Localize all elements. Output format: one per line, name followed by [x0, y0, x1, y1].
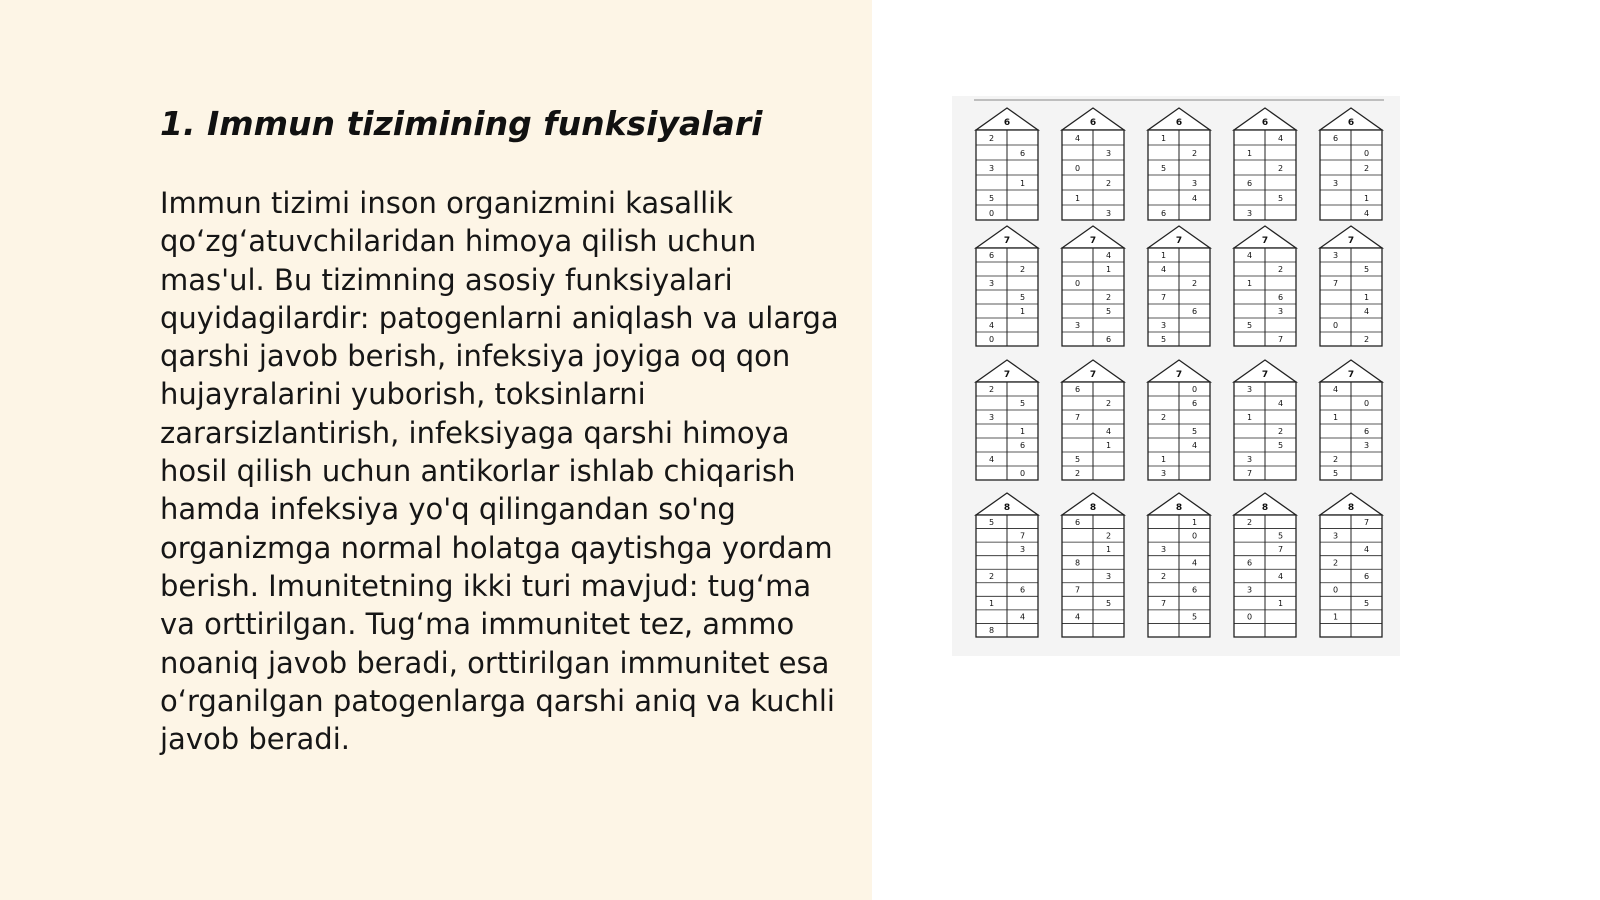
house-cell-number: 6: [1363, 571, 1370, 581]
house-cell-number: 2: [988, 571, 995, 581]
house-cell-number: 3: [1246, 208, 1253, 218]
house-cell-number: 4: [1363, 208, 1370, 218]
house-cell-number: 5: [1191, 612, 1198, 622]
house-cell-number: 0: [1363, 148, 1370, 158]
house-cell-number: 4: [1191, 193, 1198, 203]
house-cell-number: 0: [1074, 163, 1081, 173]
house-cell-number: 2: [1277, 163, 1284, 173]
house-cell-number: 1: [1246, 413, 1253, 423]
number-house: [976, 108, 1038, 220]
house-cell-number: 7: [1277, 544, 1284, 554]
house-roof-number: 8: [1261, 503, 1269, 513]
house-cell-number: 7: [1363, 517, 1370, 527]
house-cell-number: 5: [1191, 427, 1198, 437]
house-cell-number: 4: [1363, 544, 1370, 554]
house-cell-number: 3: [1105, 208, 1112, 218]
number-houses-worksheet-image: [952, 96, 1400, 656]
house-cell-number: 4: [1074, 133, 1081, 143]
house-cell-number: 3: [1191, 178, 1198, 188]
house-cell-number: 3: [988, 163, 995, 173]
house-cell-number: 5: [1019, 399, 1026, 409]
number-house: [1234, 108, 1296, 220]
house-cell-number: 2: [1160, 571, 1167, 581]
house-cell-number: 7: [1160, 293, 1167, 303]
house-cell-number: 2: [1332, 455, 1339, 465]
house-cell-number: 6: [988, 251, 995, 261]
house-cell-number: 2: [1105, 399, 1112, 409]
number-house: [976, 493, 1038, 637]
house-cell-number: 1: [988, 599, 995, 609]
house-roof-number: 7: [1175, 236, 1183, 246]
house-roof-number: 6: [1089, 118, 1097, 128]
house-cell-number: 6: [1074, 517, 1081, 527]
house-cell-number: 3: [1246, 585, 1253, 595]
house-cell-number: 2: [1019, 265, 1026, 275]
house-cell-number: 6: [1160, 208, 1167, 218]
house-cell-number: 5: [1363, 265, 1370, 275]
house-cell-number: 2: [1105, 531, 1112, 541]
number-house: [1320, 493, 1382, 637]
house-cell-number: 2: [1191, 148, 1198, 158]
number-house: [1062, 226, 1124, 346]
house-roof-number: 6: [1261, 118, 1269, 128]
house-cell-number: 3: [1246, 385, 1253, 395]
number-house: [1148, 108, 1210, 220]
house-cell-number: 3: [1332, 531, 1339, 541]
house-cell-number: 0: [1332, 321, 1339, 331]
house-cell-number: 4: [1246, 251, 1253, 261]
house-cell-number: 1: [1019, 178, 1026, 188]
house-cell-number: 3: [1332, 251, 1339, 261]
house-cell-number: 4: [988, 321, 995, 331]
house-cell-number: 1: [1105, 544, 1112, 554]
house-cell-number: 2: [1332, 558, 1339, 568]
house-roof-number: 7: [1261, 370, 1269, 380]
house-cell-number: 0: [1363, 399, 1370, 409]
house-cell-number: 3: [1074, 321, 1081, 331]
house-roof-number: 7: [1003, 370, 1011, 380]
house-cell-number: 2: [1246, 517, 1253, 527]
house-cell-number: 2: [1105, 178, 1112, 188]
house-cell-number: 2: [1277, 427, 1284, 437]
house-roof-number: 6: [1175, 118, 1183, 128]
house-cell-number: 4: [988, 455, 995, 465]
number-house: [1062, 360, 1124, 480]
house-cell-number: 4: [1160, 265, 1167, 275]
house-cell-number: 5: [1105, 307, 1112, 317]
house-cell-number: 7: [1019, 531, 1026, 541]
house-cell-number: 6: [1019, 441, 1026, 451]
house-cell-number: 2: [1363, 163, 1370, 173]
house-cell-number: 6: [1019, 585, 1026, 595]
house-cell-number: 6: [1191, 307, 1198, 317]
house-cell-number: 1: [1160, 133, 1167, 143]
house-cell-number: 5: [1019, 293, 1026, 303]
house-cell-number: 0: [1074, 279, 1081, 289]
house-cell-number: 1: [1363, 193, 1370, 203]
house-cell-number: 2: [988, 133, 995, 143]
house-cell-number: 5: [1277, 441, 1284, 451]
house-cell-number: 6: [1019, 148, 1026, 158]
slide-title: 1. Immun tizimining funksiyalari: [160, 104, 763, 143]
house-roof-number: 6: [1003, 118, 1011, 128]
house-cell-number: 2: [1160, 413, 1167, 423]
house-cell-number: 4: [1191, 441, 1198, 451]
house-cell-number: 6: [1105, 335, 1112, 345]
house-cell-number: 7: [1277, 335, 1284, 345]
house-cell-number: 5: [1074, 455, 1081, 465]
house-cell-number: 0: [988, 208, 995, 218]
house-cell-number: 4: [1277, 399, 1284, 409]
house-cell-number: 7: [1160, 599, 1167, 609]
number-house: [1234, 226, 1296, 346]
house-cell-number: 2: [988, 385, 995, 395]
house-roof-number: 8: [1347, 503, 1355, 513]
house-roof-number: 6: [1347, 118, 1355, 128]
house-cell-number: 5: [1160, 163, 1167, 173]
house-roof-number: 7: [1347, 370, 1355, 380]
house-cell-number: 5: [988, 517, 995, 527]
house-cell-number: 3: [1332, 178, 1339, 188]
house-cell-number: 6: [1332, 133, 1339, 143]
house-roof-number: 8: [1089, 503, 1097, 513]
house-roof-number: 8: [1003, 503, 1011, 513]
house-cell-number: 5: [1246, 321, 1253, 331]
house-cell-number: 4: [1191, 558, 1198, 568]
house-cell-number: 1: [1019, 427, 1026, 437]
house-cell-number: 1: [1105, 441, 1112, 451]
number-house: [1234, 360, 1296, 480]
house-cell-number: 6: [1191, 585, 1198, 595]
house-roof-number: 7: [1089, 236, 1097, 246]
number-house: [1148, 360, 1210, 480]
house-cell-number: 6: [1246, 178, 1253, 188]
house-cell-number: 1: [1246, 148, 1253, 158]
house-cell-number: 5: [1105, 599, 1112, 609]
house-cell-number: 5: [988, 193, 995, 203]
number-house: [1320, 226, 1382, 346]
house-cell-number: 3: [1019, 544, 1026, 554]
house-cell-number: 3: [1246, 455, 1253, 465]
house-cell-number: 7: [1074, 585, 1081, 595]
house-cell-number: 5: [1363, 599, 1370, 609]
house-cell-number: 4: [1277, 133, 1284, 143]
house-cell-number: 7: [1246, 469, 1253, 479]
house-cell-number: 0: [988, 335, 995, 345]
house-cell-number: 4: [1105, 427, 1112, 437]
house-roof-number: 7: [1003, 236, 1011, 246]
house-cell-number: 4: [1277, 571, 1284, 581]
number-house: [1062, 108, 1124, 220]
house-cell-number: 6: [1363, 427, 1370, 437]
house-cell-number: 4: [1074, 612, 1081, 622]
house-cell-number: 1: [1019, 307, 1026, 317]
number-house: [1234, 493, 1296, 637]
house-cell-number: 6: [1277, 293, 1284, 303]
house-roof-number: 8: [1175, 503, 1183, 513]
house-cell-number: 5: [1332, 469, 1339, 479]
number-house: [1320, 108, 1382, 220]
house-cell-number: 4: [1332, 385, 1339, 395]
houses-drawing: [952, 96, 1400, 656]
house-cell-number: 6: [1246, 558, 1253, 568]
number-house: [1320, 360, 1382, 480]
house-cell-number: 3: [988, 413, 995, 423]
house-roof-number: 7: [1347, 236, 1355, 246]
house-cell-number: 1: [1160, 251, 1167, 261]
number-house: [1062, 493, 1124, 637]
house-roof-number: 7: [1175, 370, 1183, 380]
house-cell-number: 6: [1191, 399, 1198, 409]
house-cell-number: 2: [1277, 265, 1284, 275]
house-cell-number: 0: [1191, 385, 1198, 395]
number-house: [1148, 493, 1210, 637]
house-cell-number: 5: [1160, 335, 1167, 345]
house-cell-number: 1: [1277, 599, 1284, 609]
number-house: [976, 226, 1038, 346]
house-cell-number: 4: [1363, 307, 1370, 317]
house-cell-number: 2: [1105, 293, 1112, 303]
house-cell-number: 1: [1246, 279, 1253, 289]
house-cell-number: 2: [1363, 335, 1370, 345]
house-cell-number: 3: [1160, 321, 1167, 331]
house-cell-number: 5: [1277, 531, 1284, 541]
house-cell-number: 1: [1191, 517, 1198, 527]
house-cell-number: 3: [1105, 148, 1112, 158]
house-cell-number: 0: [1246, 612, 1253, 622]
house-cell-number: 1: [1160, 455, 1167, 465]
house-cell-number: 1: [1363, 293, 1370, 303]
house-cell-number: 6: [1074, 385, 1081, 395]
house-cell-number: 8: [1074, 558, 1081, 568]
house-cell-number: 1: [1074, 193, 1081, 203]
house-cell-number: 2: [1074, 469, 1081, 479]
house-cell-number: 1: [1332, 413, 1339, 423]
house-cell-number: 4: [1105, 251, 1112, 261]
number-house: [976, 360, 1038, 480]
house-cell-number: 3: [1363, 441, 1370, 451]
slide-body-text: Immun tizimi inson organizmini kasallik qo‘zg‘atuvchilaridan himoya qilish uchun mas'ul. Bu tizimning asosiy funksiyalari quyidagilardir: patogenlarni aniqlash va ularga qarshi javob berish, infeksiya joyiga oq qon hujayralarini yuborish, toksinlarni zararsizlantirish, infeksiyaga qarshi himoya hosil qilish uchun antikorlar ishlab chiqarish hamda infeksiya yo'q qilingandan so'ng organizmga normal holatga qaytishga yordam berish. Imunitetning ikki turi mavjud: tug‘ma va orttirilgan. Tug‘ma immunitet tez, ammo noaniq javob beradi, orttirilgan immunitet esa o‘rganilgan patogenlarga qarshi aniq va kuchli javob beradi.: [160, 186, 839, 757]
house-cell-number: 2: [1191, 279, 1198, 289]
house-cell-number: 3: [1160, 544, 1167, 554]
house-cell-number: 3: [1160, 469, 1167, 479]
house-cell-number: 7: [1074, 413, 1081, 423]
house-cell-number: 0: [1191, 531, 1198, 541]
house-cell-number: 0: [1019, 469, 1026, 479]
number-house: [1148, 226, 1210, 346]
house-cell-number: 8: [988, 626, 995, 636]
house-cell-number: 3: [1277, 307, 1284, 317]
house-cell-number: 4: [1019, 612, 1026, 622]
house-roof-number: 7: [1089, 370, 1097, 380]
house-cell-number: 7: [1332, 279, 1339, 289]
house-cell-number: 1: [1332, 612, 1339, 622]
house-roof-number: 7: [1261, 236, 1269, 246]
house-cell-number: 0: [1332, 585, 1339, 595]
house-cell-number: 3: [1105, 571, 1112, 581]
house-cell-number: 3: [988, 279, 995, 289]
house-cell-number: 5: [1277, 193, 1284, 203]
house-cell-number: 1: [1105, 265, 1112, 275]
